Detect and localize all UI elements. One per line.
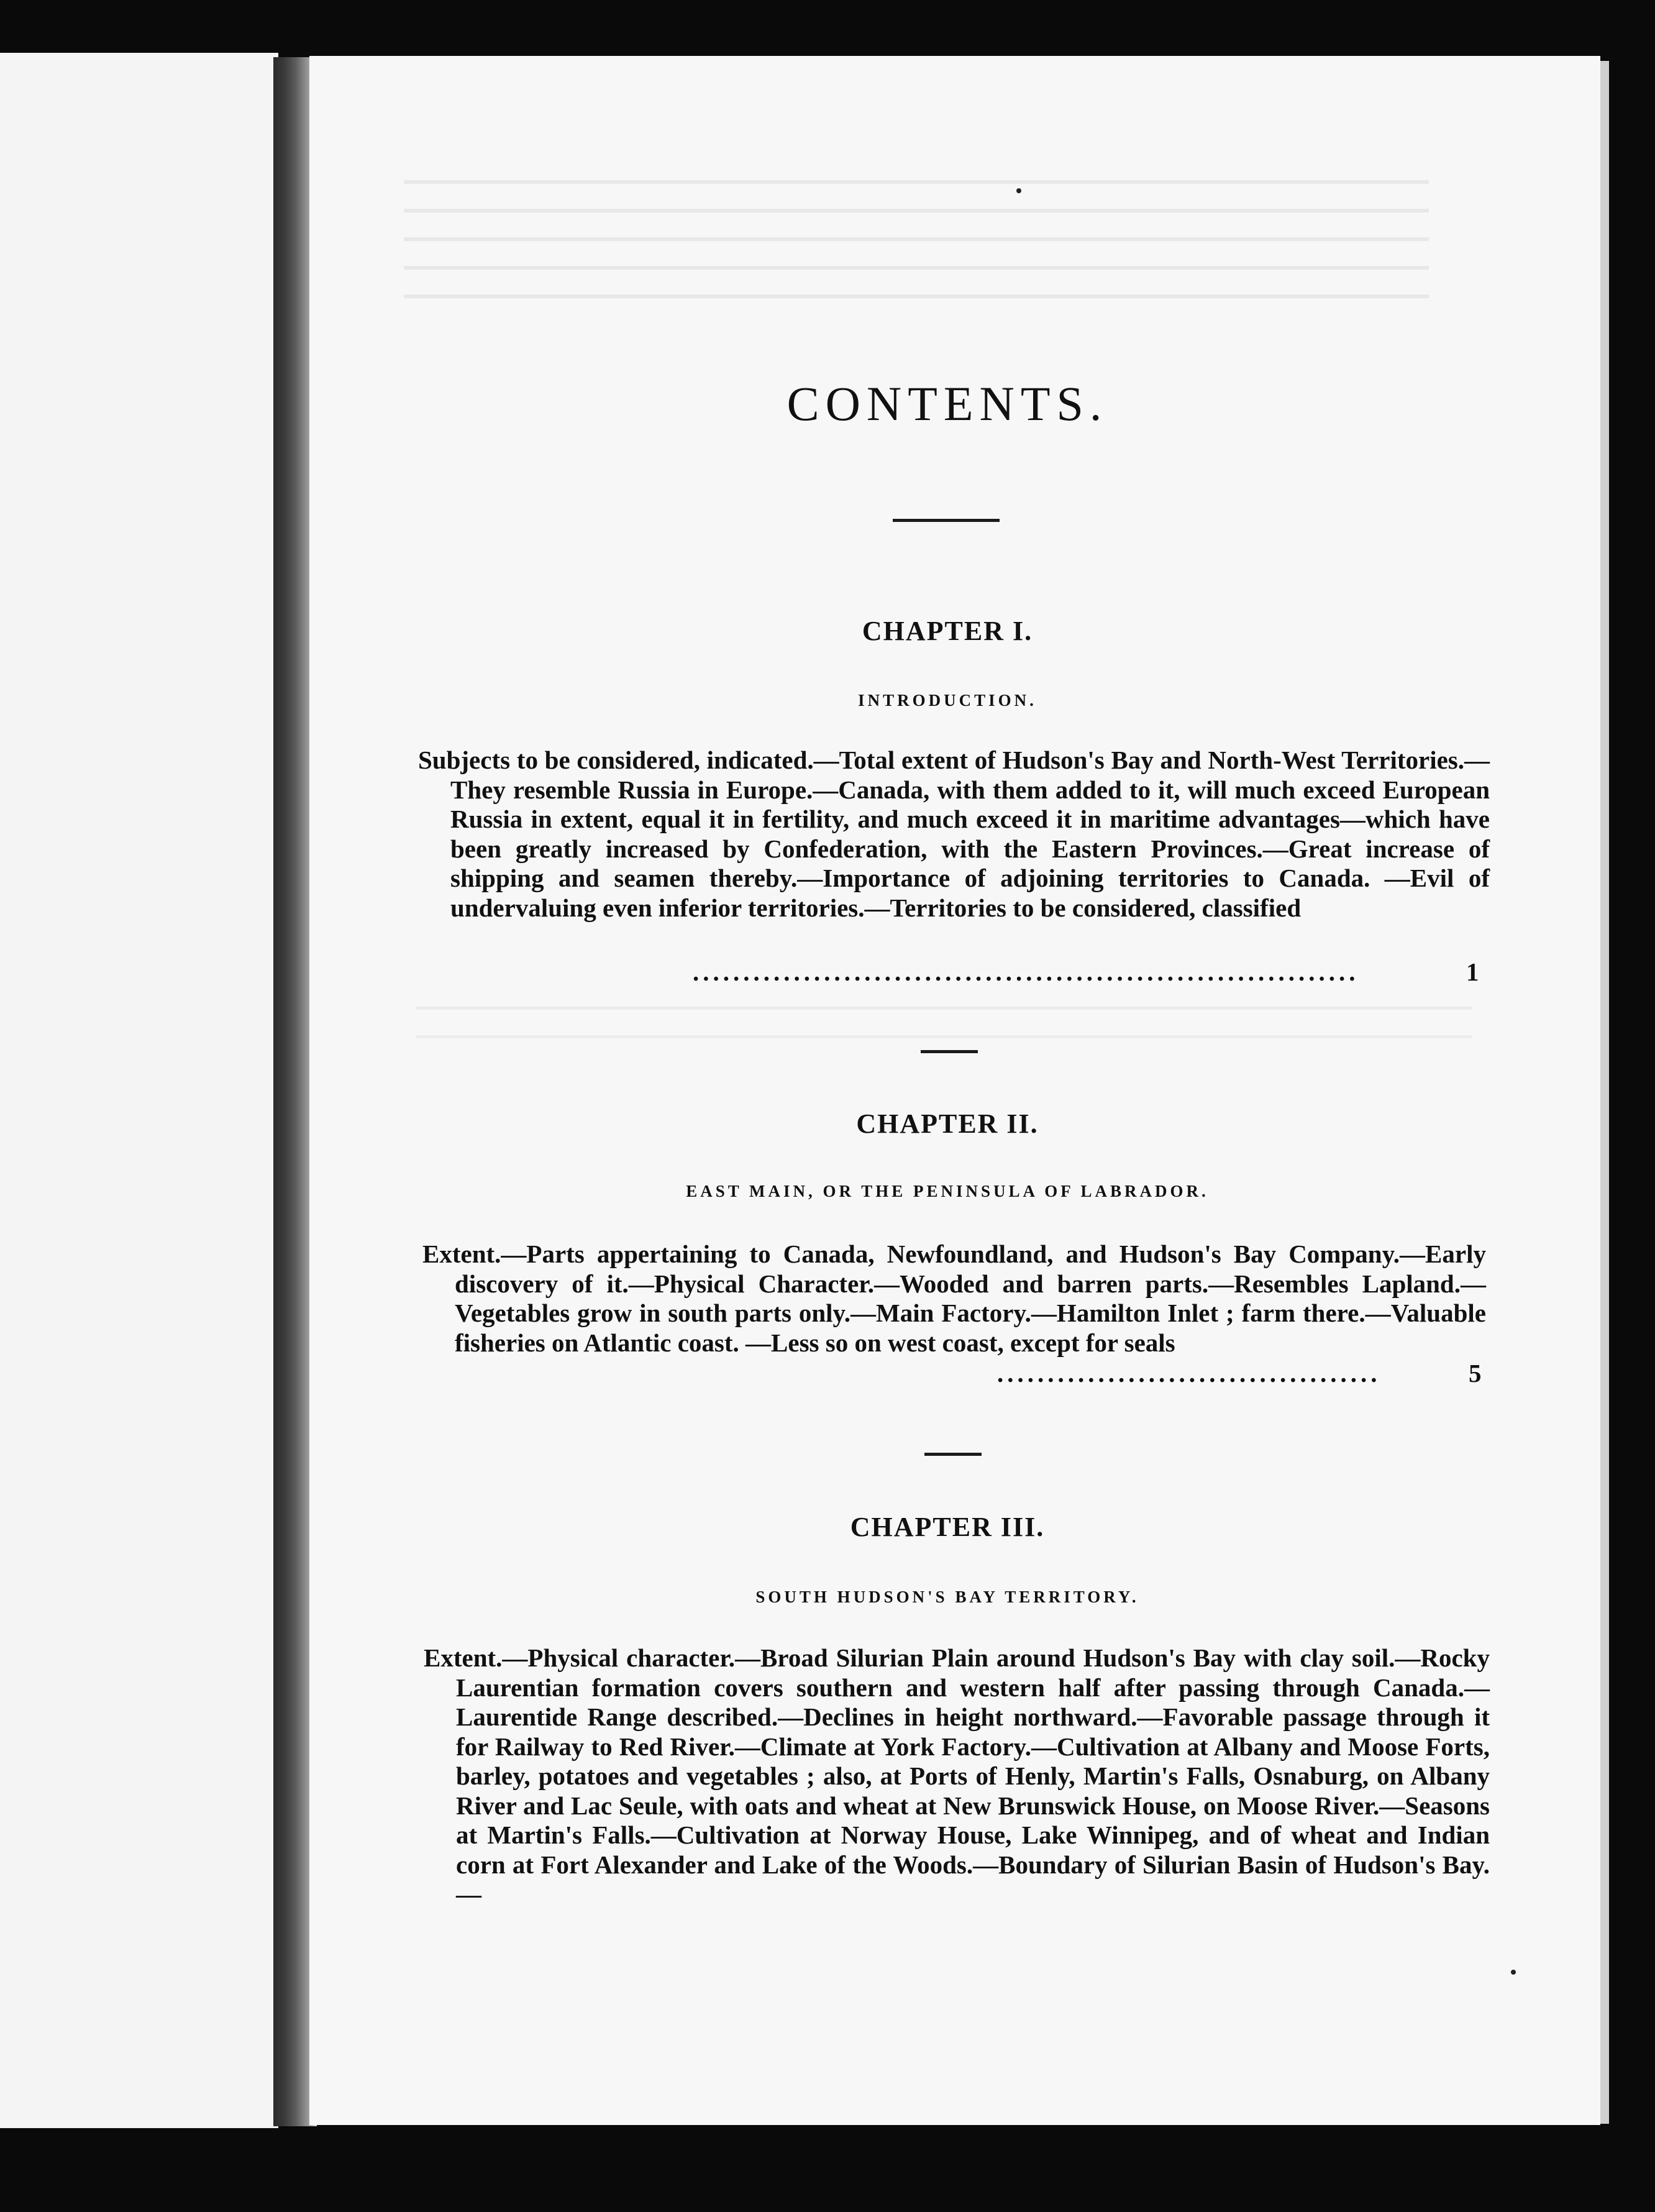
chapter-heading: CHAPTER II. bbox=[856, 1108, 1039, 1139]
chapter-subtitle: EAST MAIN, OR THE PENINSULA OF LABRADOR. bbox=[686, 1182, 1209, 1200]
chapter-divider bbox=[924, 1453, 982, 1456]
scan-speck bbox=[1511, 1970, 1516, 1975]
dot-leader: .................................................................. bbox=[693, 957, 1359, 986]
page-number: 1 bbox=[1466, 957, 1479, 986]
dot-leader: ...................................... bbox=[997, 1359, 1381, 1387]
chapter-subtitle: INTRODUCTION. bbox=[858, 691, 1037, 710]
chapter-subtitle: SOUTH HUDSON'S BAY TERRITORY. bbox=[755, 1588, 1139, 1606]
contents-title: CONTENTS. bbox=[786, 377, 1108, 431]
chapter-heading: CHAPTER III. bbox=[850, 1512, 1045, 1542]
chapter-divider bbox=[921, 1050, 978, 1053]
title-rule bbox=[893, 519, 1000, 522]
chapter-heading: CHAPTER I. bbox=[862, 616, 1033, 646]
chapter-summary: Extent.—Parts appertaining to Canada, Newfoundland, and Hudson's Bay Company.—Early discovery of it.—Physical Character.—Wooded and barren parts.—Resembles Lapland.—Vegetables grow in south parts only.—Main Factory.—Hamilton Inlet ; farm there.—Valuable fisheries on Atlantic coast. —Less so on west coast, except for seals bbox=[422, 1240, 1486, 1357]
chapter-summary: Extent.—Physical character.—Broad Silurian Plain around Hudson's Bay with clay soil.—Rocky Laurentian formation covers southern and western half after passing through Canada.—Laurentide Range described.—Declines in height northward.—Favorable passage through it for Railway to Red River.—Climate at York Factory.—Cultivation at Albany and Moose Forts, barley, potatoes and vegetables ; also, at Ports of Henly, Martin's Falls, Osnaburg, on Albany River and Lac Seule, with oats and wheat at New Brunswick House, on Moose River.—Seasons at Martin's Falls.—Cultivation at Norway House, Lake Winnipeg, and of wheat and Indian corn at Fort Alexander and Lake of the Woods.—Boundary of Silurian Basin of Hudson's Bay.— bbox=[424, 1643, 1490, 1908]
page-number: 5 bbox=[1469, 1359, 1482, 1387]
chapter-summary: Subjects to be considered, indicated.—Total extent of Hudson's Bay and North-West Territories.—They resemble Russia in Europe.—Canada, with them added to it, will much exceed European Russia in extent, equal it in fertility, and much exceed it in maritime advantages—which have been greatly increased by Confederation, with the Eastern Provinces.—Great increase of shipping and seamen thereby.—Importance of adjoining territories to Canada. —Evil of undervaluing even inferior territories.—Territories to be considered, classified bbox=[418, 746, 1490, 922]
scan-speck bbox=[1016, 188, 1021, 193]
